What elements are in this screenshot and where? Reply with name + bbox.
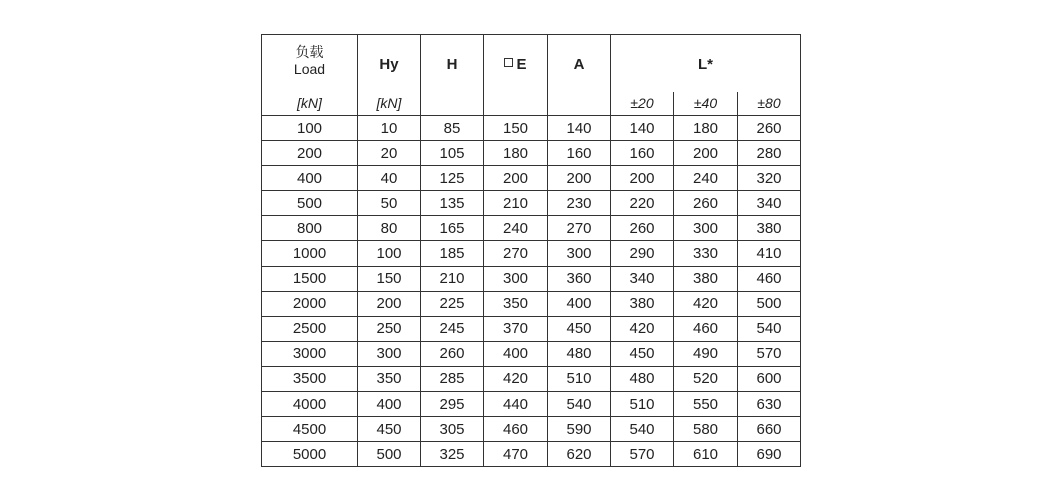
table-cell: 250 xyxy=(358,316,421,341)
table-cell: 140 xyxy=(611,116,674,141)
table-cell: 570 xyxy=(611,442,674,467)
table-cell: 330 xyxy=(674,241,738,266)
table-cell: 10 xyxy=(358,116,421,141)
table-cell: 50 xyxy=(358,191,421,216)
table-cell: 450 xyxy=(611,341,674,366)
table-cell: 480 xyxy=(611,366,674,391)
table-cell: 460 xyxy=(738,266,801,291)
header-load-cn: 负载 xyxy=(295,44,324,60)
table-cell: 260 xyxy=(611,216,674,241)
table-cell: 80 xyxy=(358,216,421,241)
header-a-label: A xyxy=(573,56,585,73)
table-cell: 300 xyxy=(484,266,548,291)
table-cell: 135 xyxy=(421,191,484,216)
unit-hy: [kN] xyxy=(358,92,421,116)
table-cell: 420 xyxy=(484,366,548,391)
table-cell: 450 xyxy=(548,316,611,341)
table-cell: 270 xyxy=(548,216,611,241)
table-cell: 370 xyxy=(484,316,548,341)
table-cell: 550 xyxy=(674,392,738,417)
unit-l-80: ±80 xyxy=(738,92,801,116)
table-cell: 210 xyxy=(484,191,548,216)
table-cell: 200 xyxy=(484,166,548,191)
load-spec-table xyxy=(261,34,801,467)
table-cell: 20 xyxy=(358,141,421,166)
table-cell: 320 xyxy=(738,166,801,191)
table-cell: 260 xyxy=(421,341,484,366)
header-a xyxy=(548,35,611,116)
table-cell: 245 xyxy=(421,316,484,341)
table-cell: 260 xyxy=(674,191,738,216)
table-cell: 4000 xyxy=(262,392,358,417)
table-cell: 600 xyxy=(738,366,801,391)
table-cell: 200 xyxy=(548,166,611,191)
table-cell: 400 xyxy=(262,166,358,191)
table-cell: 340 xyxy=(738,191,801,216)
table-cell: 590 xyxy=(548,417,611,442)
header-e-label: E xyxy=(516,56,527,73)
table-row xyxy=(262,392,801,417)
table-cell: 510 xyxy=(611,392,674,417)
table-cell: 520 xyxy=(674,366,738,391)
table-cell: 500 xyxy=(358,442,421,467)
table-cell: 295 xyxy=(421,392,484,417)
table-cell: 180 xyxy=(674,116,738,141)
table-cell: 180 xyxy=(484,141,548,166)
table-cell: 500 xyxy=(262,191,358,216)
table-cell: 610 xyxy=(674,442,738,467)
table-cell: 100 xyxy=(262,116,358,141)
table-cell: 360 xyxy=(548,266,611,291)
table-row xyxy=(262,442,801,467)
table-cell: 160 xyxy=(611,141,674,166)
table-row xyxy=(262,266,801,291)
header-hy-label: Hy xyxy=(379,56,399,73)
table-cell: 480 xyxy=(548,341,611,366)
table-row xyxy=(262,241,801,266)
table-cell: 420 xyxy=(611,316,674,341)
table-row xyxy=(262,191,801,216)
table-cell: 1500 xyxy=(262,266,358,291)
table-cell: 450 xyxy=(358,417,421,442)
table-cell: 570 xyxy=(738,341,801,366)
table-body xyxy=(262,116,801,467)
unit-l-40: ±40 xyxy=(674,92,738,116)
table-cell: 40 xyxy=(358,166,421,191)
table-cell: 300 xyxy=(548,241,611,266)
table-cell: 200 xyxy=(674,141,738,166)
header-l-label: L* xyxy=(698,56,713,73)
table-cell: 105 xyxy=(421,141,484,166)
header-l xyxy=(611,35,801,92)
table-cell: 340 xyxy=(611,266,674,291)
table-cell: 140 xyxy=(548,116,611,141)
table-cell: 460 xyxy=(484,417,548,442)
header-row xyxy=(262,35,801,92)
header-hy xyxy=(358,35,421,92)
table-cell: 380 xyxy=(611,291,674,316)
table-row xyxy=(262,166,801,191)
table-cell: 200 xyxy=(611,166,674,191)
table-cell: 2500 xyxy=(262,316,358,341)
table-cell: 100 xyxy=(358,241,421,266)
table-cell: 1000 xyxy=(262,241,358,266)
table-cell: 500 xyxy=(738,291,801,316)
table-cell: 490 xyxy=(674,341,738,366)
table-row xyxy=(262,216,801,241)
square-icon xyxy=(504,58,513,67)
table-cell: 540 xyxy=(738,316,801,341)
table-cell: 260 xyxy=(738,116,801,141)
header-h xyxy=(421,35,484,116)
table-row xyxy=(262,341,801,366)
table-cell: 460 xyxy=(674,316,738,341)
table-cell: 4500 xyxy=(262,417,358,442)
table-cell: 125 xyxy=(421,166,484,191)
table-cell: 630 xyxy=(738,392,801,417)
table-cell: 220 xyxy=(611,191,674,216)
table-cell: 165 xyxy=(421,216,484,241)
table-cell: 150 xyxy=(358,266,421,291)
unit-l-20: ±20 xyxy=(611,92,674,116)
table-cell: 150 xyxy=(484,116,548,141)
table-cell: 470 xyxy=(484,442,548,467)
table-cell: 200 xyxy=(262,141,358,166)
table-cell: 420 xyxy=(674,291,738,316)
table-cell: 290 xyxy=(611,241,674,266)
table-cell: 300 xyxy=(674,216,738,241)
header-load-en: Load xyxy=(293,61,326,77)
table-cell: 580 xyxy=(674,417,738,442)
header-h-label: H xyxy=(446,56,458,73)
table-cell: 3000 xyxy=(262,341,358,366)
table-cell: 185 xyxy=(421,241,484,266)
table-cell: 660 xyxy=(738,417,801,442)
table-cell: 280 xyxy=(738,141,801,166)
table-cell: 350 xyxy=(484,291,548,316)
table-row xyxy=(262,316,801,341)
table-cell: 400 xyxy=(484,341,548,366)
table-cell: 800 xyxy=(262,216,358,241)
table-row xyxy=(262,291,801,316)
table-cell: 160 xyxy=(548,141,611,166)
header-load xyxy=(262,35,358,92)
table-cell: 380 xyxy=(738,216,801,241)
table-header xyxy=(262,35,801,116)
table-cell: 5000 xyxy=(262,442,358,467)
unit-load: [kN] xyxy=(262,92,358,116)
table-cell: 620 xyxy=(548,442,611,467)
table-cell: 2000 xyxy=(262,291,358,316)
table-cell: 540 xyxy=(611,417,674,442)
table-row xyxy=(262,417,801,442)
table-cell: 85 xyxy=(421,116,484,141)
table-cell: 540 xyxy=(548,392,611,417)
table-cell: 200 xyxy=(358,291,421,316)
table-cell: 350 xyxy=(358,366,421,391)
table-row xyxy=(262,366,801,391)
table-cell: 690 xyxy=(738,442,801,467)
table-cell: 300 xyxy=(358,341,421,366)
table-cell: 400 xyxy=(358,392,421,417)
table-row xyxy=(262,116,801,141)
table-cell: 270 xyxy=(484,241,548,266)
table-cell: 400 xyxy=(548,291,611,316)
table-cell: 285 xyxy=(421,366,484,391)
header-e xyxy=(484,35,548,116)
table-cell: 410 xyxy=(738,241,801,266)
table-cell: 325 xyxy=(421,442,484,467)
table-cell: 510 xyxy=(548,366,611,391)
table-row xyxy=(262,141,801,166)
table-cell: 240 xyxy=(484,216,548,241)
table-cell: 210 xyxy=(421,266,484,291)
table-cell: 3500 xyxy=(262,366,358,391)
table-cell: 380 xyxy=(674,266,738,291)
table-cell: 305 xyxy=(421,417,484,442)
table-cell: 440 xyxy=(484,392,548,417)
table-cell: 225 xyxy=(421,291,484,316)
table-cell: 240 xyxy=(674,166,738,191)
table-cell: 230 xyxy=(548,191,611,216)
